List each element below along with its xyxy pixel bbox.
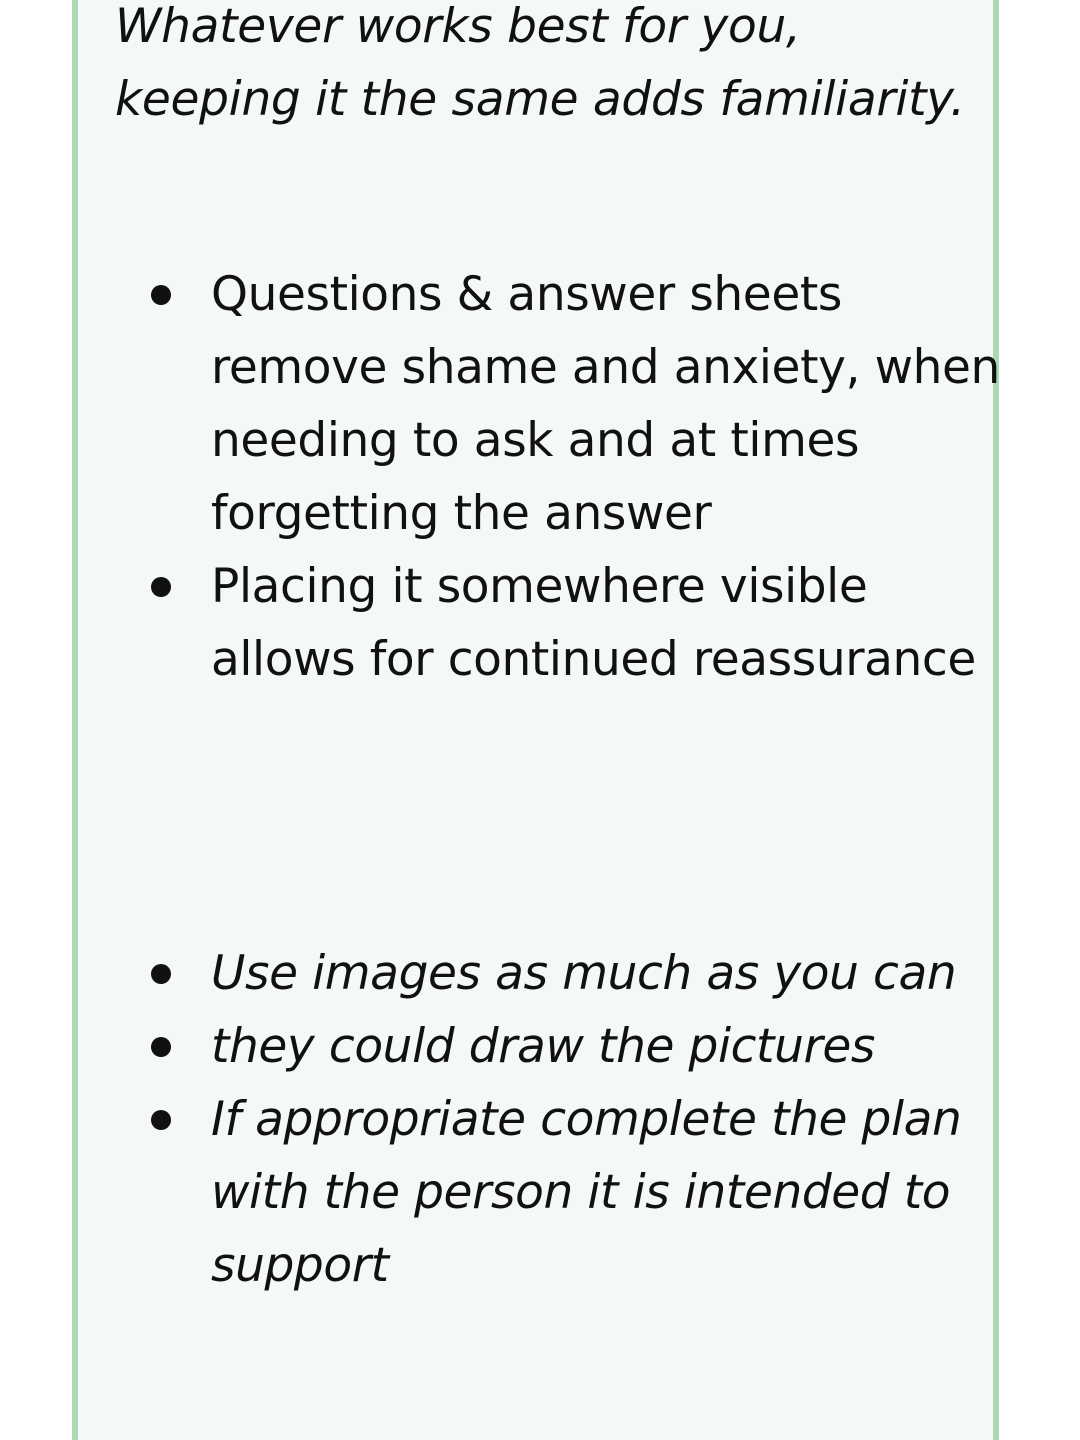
bullet-icon xyxy=(151,577,171,597)
list-item-text: If appropriate complete the plan with the person it is intended to support xyxy=(211,1092,962,1293)
list-item-text: Questions & answer sheets remove shame and anxiety, when needing to ask and at times forgetting the answer xyxy=(211,267,1000,541)
intro-paragraph: Whatever works best for you, keeping it the same adds familiarity. xyxy=(115,0,965,127)
bullet-icon xyxy=(151,285,171,305)
list-item-text: Use images as much as you can xyxy=(211,946,957,1001)
list-item xyxy=(0,1083,1000,1302)
bullet-icon xyxy=(151,964,171,984)
bullet-list-tips xyxy=(0,258,1000,696)
list-item xyxy=(0,1010,1000,1083)
bullet-list-images xyxy=(0,937,1000,1302)
list-item-text: Placing it somewhere visible allows for continued reassurance xyxy=(211,559,976,687)
bullet-icon xyxy=(151,1110,171,1130)
list-item xyxy=(0,937,1000,1010)
list-item xyxy=(0,550,1000,696)
bullet-icon xyxy=(151,1037,171,1057)
list-item xyxy=(0,258,1000,550)
list-item-text: they could draw the pictures xyxy=(211,1019,875,1074)
